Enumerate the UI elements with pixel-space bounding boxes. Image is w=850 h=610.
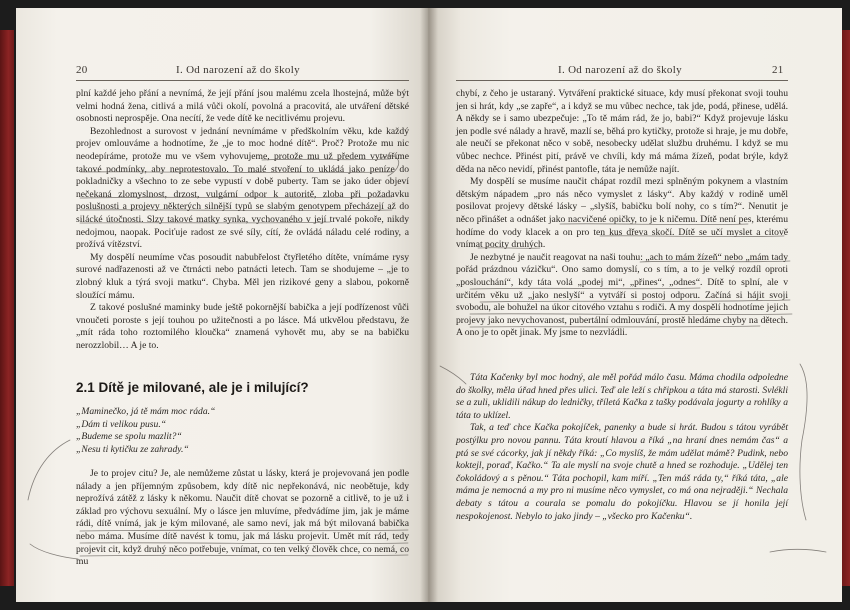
left-page-number: 20: [76, 64, 88, 76]
right-text: [456, 88, 788, 340]
paragraph: Je nezbytné je naučit reagovat na naši touhu: „ach to mám žízeň“ nebo „mám tady pořád prázdnou vázičku“. Ono samo domyslí, co s tím, a to je velký rozdíl oproti „poslouchání“, kdy táta volá „podej mi“, „přines“, „odnes“. Dítě to splní, ale v určitém věku už „jako neslyší“ a vytváří si postoj odporu. Začíná si hájit svoji svobodu, ale bohužel na úkor citového vztahu s rodiči. A my dospělí hodnotíme jejich projevy jako nevychovanost, pubertální odmlouvání, prostě hledáme chyby na dětech. A ono je to opět jinak. My jsme to nezvládli.: [456, 251, 788, 339]
left-header-rule: [76, 80, 409, 81]
paragraph: My dospělí neumíme včas posoudit nabubřelost čtyřletého dítěte, vnímáme rysy surové nadřazenosti až ve čtrnácti nebo patnácti letech. Tam se shodujeme – „je to zlobný kluk a týrá svoji matku“. Chyba. Měl jen rizikové geny a slabou, pokorně sloužící mámu.: [76, 251, 409, 301]
paragraph: My dospělí se musíme naučit chápat rozdíl mezi splněným pokynem a vlastním dětským nápadem „pro nás něco vymyslet z lásky“. Aby každý v rodině uměl posilovat projevy dětské lásky – „slyšíš, babičku bolí nohy, co s tím?“. Nenutit je něco přinášet a odnášet jako nacvičené opičky, to je k ničemu. Dítě není pes, kterému hodíme do vody klacek a on pro ten kus dřeva skočí. Dítě se učí myslet a citově vnímat pocity druhých.: [456, 176, 788, 251]
quote-line: „Maminečko, já tě mám moc ráda.“: [76, 406, 216, 417]
right-running-head: I. Od narození až do školy: [558, 64, 682, 76]
paragraph: plní každé jeho přání a nevnímá, že její přání jsou malému zcela lhostejná, může být velmi hodná žena, citlivá a milá vůči okolí, povolná a pracovitá, ale utváření dětské osobnosti neprospěje. Ona necítí, že vede dítě ke necitlivému projevu.: [76, 88, 409, 125]
right-page-number: 21: [772, 64, 784, 76]
section-heading: 2.1 Dítě je milované, ale je i milující?: [76, 380, 309, 395]
left-running-head: I. Od narození až do školy: [176, 64, 300, 76]
quote-line: „Nesu ti kytičku ze zahrady.“: [76, 443, 189, 455]
quote-list: [76, 406, 409, 456]
paragraph: chybí, z čeho je ustaraný. Vytváření praktické situace, kdy musí překonat svoji touhu jen si hrát, kdy „se zapře“, a i když se mu vůbec nechce, tak jde, podá, přinese, udělá. A někdy se i samo ubezpečuje: „To tě mám rád, že jo, babi?“ Když projevuje lásku jen podle své nálady a hravě, mazlí se, běhá pro kytičky, protože si hraje, je mu dobře, ale neučí se překonat něco v sobě, nesobecky udělat službu druhému. I když se mu vůbec nechce. Přinést pití, právě ve chvíli, kdy má máma žízeň, podat brýle, když děda na něco nevidí, přinést pantofle, táta je nemůže najít.: [456, 88, 788, 175]
italic-paragraph: Táta Kačenky byl moc hodný, ale měl pořád málo času. Máma chodila odpoledne do školky, měla úřad hned přes ulici. Teď ale leží s chřipkou a táta má starosti. Svlékli se a zuli, uklidili nákup do ledničky, tříletá Kačka z tašky podávala jogurty a rohlíky a táta to uklízel.: [456, 372, 788, 421]
paragraph: Bezohlednost a surovost v jednání nevnímáme v předškolním věku, kde každý projev omlouváme a hodnotíme, že „je to moc hodné dítě“. Proč? Protože mu nic neodepíráme, protože mu ve všem vyhovujeme, protože mu už předem vytváříme takové podmínky, aby neprotestovalo. To malé stvoření to ukládá jako peníze do pokladničky a všechno to ze sebe vypustí v době puberty. Tam se jako úder objeví nečekaná zlomyslnost, drzost, vulgární odpor k autoritě, zloba při požadavku poslušnosti a projevy některých silnější typů se slabým genotypem přecházejí až do silácké útočnosti. Slzy takové matky synka, vychovaného v její trvalé pokoře, nikdy nedojmou, naopak. Pociťuje radost ze své síly, cítí, že ovládá náladu celé rodiny, a prožívá vítězství.: [76, 125, 409, 251]
quote-line: „Budeme se spolu mazlit?“: [76, 431, 182, 443]
left-page: [16, 8, 428, 602]
quote-line: „Dám ti velikou pusu.“: [76, 418, 167, 430]
right-page: [428, 8, 842, 602]
book-cover-edge-left: [0, 30, 14, 586]
book-gutter-shadow: [420, 8, 438, 602]
right-header-rule: [456, 80, 788, 81]
left-text-bottom: [76, 468, 409, 569]
book-cover-edge-right: [842, 30, 850, 586]
left-text-top: [76, 88, 409, 352]
italic-paragraph: Tak, a teď chce Kačka pokojíček, panenky a bude si hrát. Budou s tátou vyrábět postýlku pro novou pannu. Táta kroutí hlavou a říká „na hraní dnes nemám čas“ a ptá se své cácorky, jak jí někdy říká: „Co myslíš, že mám udělat mámě? Pudink, nebo koktejl, poraď, Kačko.“ Ta ale myslí na svoje chutě a hned se rozhoduje. „Udělej ten čokoládový a s pěnou.“ Táta pochopil, kam míří. „Ten máš ráda ty,“ říká táta, „ale máma je nemocná a my pro ni musíme něco vymyslet, co má ona nejraději.“ Nechala debaty s tátou a courala se pomalu do pokojíčku. Hlavou se jí honila její nespokojenost. Nebylo to jako jindy – „všecko pro Kačenku“.: [456, 422, 788, 522]
right-italic-story: [456, 372, 788, 523]
paragraph: Je to projev citu? Je, ale nemůžeme zůstat u lásky, která je projevovaná jen podle nálady a jen příjemným způsobem, kdy dítě nic nepřekonává, nic neobětuje, kdy neprožívá zátěž z lásky k někomu. Naučit dítě chovat se pozorně a citlivě, to je už i základ pro výchovu sexuální. My o lásce jen mluvíme, předvádíme jim, jak je máme rádi, dítě vnímá, jak je kým milované, ale samo neví, jak má být milovaná babička nebo máma. Musíme dítě navést k tomu, jak má lásku projevit. Umět mít rád, tedy projevit cit, když druhý něco potřebuje, vnímat, co ten velký člověk chce, co nemá, co mu: [76, 468, 409, 568]
paragraph: Z takové poslušné maminky bude ještě pokornější babička a její podřízenost vůči vnoučeti poroste s její touhou po užitečnosti a po lásce. Má utkvělou představu, že „mít ráda toho roztomilého kloučka“ znamená vyhovět mu, aby se na babičku nerozzlobil… A je to.: [76, 302, 409, 351]
